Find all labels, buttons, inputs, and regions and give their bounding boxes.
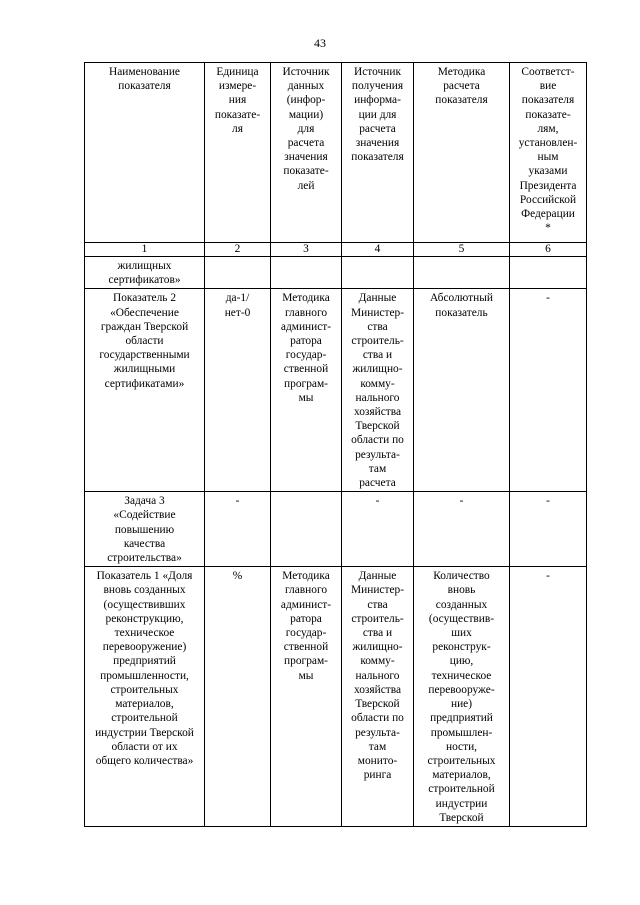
column-number: 6 — [510, 243, 587, 257]
table-row — [85, 492, 587, 567]
header-info-source: Источник получения информа- ции для расчета значения показателя — [342, 63, 414, 243]
table-row — [85, 257, 587, 289]
table-cell: жилищных сертификатов» — [85, 257, 205, 289]
table-cell — [414, 257, 510, 289]
column-number: 3 — [271, 243, 342, 257]
table-row — [85, 289, 587, 492]
table-cell — [271, 257, 342, 289]
indicators-table — [84, 62, 587, 827]
table-cell: Абсолютный показатель — [414, 289, 510, 492]
table-cell: Методика главного админист- ратора государ- ственной програм- мы — [271, 567, 342, 827]
header-presidential-decrees: Соответст- вие показателя показате- лям, установлен- ным указами Президента Российской Федерации * — [510, 63, 587, 243]
column-numbers-row — [85, 243, 587, 257]
header-indicator-name: Наименование показателя — [85, 63, 205, 243]
table-cell: - — [414, 492, 510, 567]
table-cell: - — [510, 289, 587, 492]
table-cell: - — [510, 567, 587, 827]
table-cell: Данные Министер- ства строитель- ства и жилищно- комму- нального хозяйства Тверской области по результа- там монито- ринга — [342, 567, 414, 827]
header-unit: Единица измере- ния показате- ля — [205, 63, 271, 243]
table-cell: Методика главного админист- ратора государ- ственной програм- мы — [271, 289, 342, 492]
table-cell: Показатель 1 «Доля вновь созданных (осуществивших реконструкцию, техническое перевооружение) предприятий промышленности, строительных материалов, строительной индустрии Тверской области от их общего количества» — [85, 567, 205, 827]
table-cell — [510, 257, 587, 289]
table-cell: - — [510, 492, 587, 567]
column-number: 4 — [342, 243, 414, 257]
column-number: 1 — [85, 243, 205, 257]
table-cell: - — [342, 492, 414, 567]
page-number: 43 — [314, 36, 326, 50]
table-cell: Задача 3 «Содействие повышению качества строительства» — [85, 492, 205, 567]
column-number: 5 — [414, 243, 510, 257]
table-cell — [271, 492, 342, 567]
column-number: 2 — [205, 243, 271, 257]
table-cell: % — [205, 567, 271, 827]
table-cell: Количество вновь созданных (осуществив- ших реконструк- цию, техническое перевооруже- ние) предприятий промышлен- ности, строительных материалов, строительной индустрии Тверской — [414, 567, 510, 827]
table-cell: Данные Министер- ства строитель- ства и жилищно- комму- нального хозяйства Тверской области по результа- там расчета — [342, 289, 414, 492]
header-method: Методика расчета показателя — [414, 63, 510, 243]
table-cell: - — [205, 492, 271, 567]
table-cell — [205, 257, 271, 289]
table-row — [85, 567, 587, 827]
table-cell: Показатель 2 «Обеспечение граждан Тверской области государственными жилищными сертификатами» — [85, 289, 205, 492]
table-cell: да-1/ нет-0 — [205, 289, 271, 492]
table-cell — [342, 257, 414, 289]
header-data-source: Источник данных (инфор- мации) для расчета значения показате- лей — [271, 63, 342, 243]
table-header-row — [85, 63, 587, 243]
